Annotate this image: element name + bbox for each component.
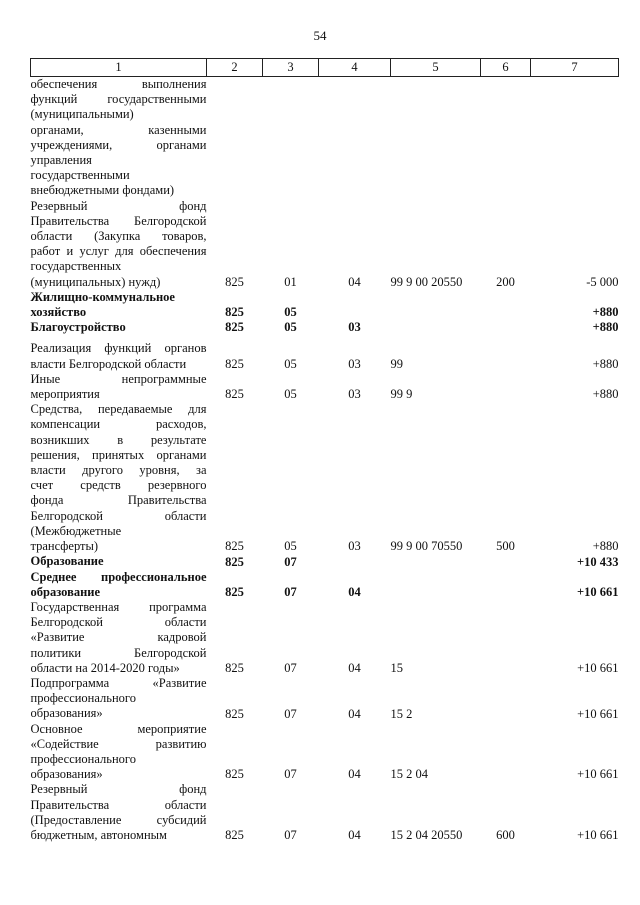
table-row	[31, 372, 619, 402]
row-amount: +10 661	[577, 706, 619, 721]
row-subsection: 04	[348, 828, 361, 843]
row-section: 07	[284, 584, 297, 599]
row-name	[31, 341, 207, 371]
row-expense-type	[481, 600, 531, 676]
row-amount: -5 000	[586, 274, 619, 289]
row-target-article	[391, 320, 481, 335]
row-target-article	[391, 77, 481, 199]
row-code: 825	[225, 274, 244, 289]
header-col-3: 3	[263, 59, 319, 77]
row-name-line: государственными	[30, 168, 130, 183]
row-section: 01	[284, 274, 297, 289]
row-subsection	[319, 290, 391, 320]
row-section: 05	[284, 320, 297, 335]
row-name-line: Правительства Белгородской	[30, 213, 207, 228]
row-name-line: мероприятия	[30, 387, 100, 402]
table-body	[31, 77, 619, 844]
row-name-line: «Содействие развитию	[30, 736, 207, 751]
row-name	[31, 290, 207, 320]
row-name-line: (Предоставление субсидий	[30, 812, 207, 827]
row-name-line: внебюджетными фондами)	[30, 183, 175, 198]
row-section: 05	[284, 356, 297, 371]
row-amount: +880	[592, 320, 619, 335]
row-expense-type	[481, 320, 531, 335]
row-name	[31, 199, 207, 290]
row-subsection: 04	[348, 767, 361, 782]
row-name-line: учреждениями, органами	[30, 137, 207, 152]
row-name-line: государственных	[30, 259, 122, 274]
header-col-4: 4	[319, 59, 391, 77]
row-section	[263, 77, 319, 199]
row-name-line: трансферты)	[30, 539, 99, 554]
row-section: 07	[284, 554, 297, 569]
row-expense-type	[481, 77, 531, 199]
row-target-article: 15	[390, 660, 403, 675]
row-name-line: возникших в результате	[30, 432, 207, 447]
row-name-line: Правительства области	[30, 797, 207, 812]
row-amount: +10 661	[577, 828, 619, 843]
table-row	[31, 554, 619, 569]
row-name-line: Основное мероприятие	[30, 721, 207, 736]
table-row	[31, 782, 619, 843]
row-target-article	[391, 570, 481, 600]
row-name-line: Благоустройство	[30, 320, 126, 335]
row-expense-type	[481, 290, 531, 320]
row-name-line: власти другого уровня, за	[30, 463, 207, 478]
header-col-2: 2	[207, 59, 263, 77]
row-section: 07	[284, 706, 297, 721]
row-expense-type	[481, 554, 531, 569]
row-amount: +10 661	[577, 584, 619, 599]
table-row	[31, 77, 619, 199]
row-code	[207, 77, 263, 199]
row-name-line: профессионального	[30, 751, 136, 766]
row-name-line: (Межбюджетные	[30, 523, 122, 538]
row-name-line: работ и услуг для обеспечения	[30, 244, 207, 259]
header-col-6: 6	[481, 59, 531, 77]
table-row	[31, 570, 619, 600]
row-code: 825	[225, 320, 244, 335]
row-target-article: 99 9 00 70550	[390, 539, 463, 554]
row-code: 825	[225, 554, 244, 569]
row-name-line: бюджетным, автономным	[30, 827, 167, 842]
header-col-7: 7	[531, 59, 619, 77]
row-subsection: 03	[348, 320, 361, 335]
row-amount: +10 661	[577, 660, 619, 675]
row-name-line: власти Белгородской области	[30, 356, 187, 371]
row-target-article	[391, 554, 481, 569]
row-name	[31, 676, 207, 722]
row-target-article: 99 9	[390, 387, 413, 402]
row-amount: +10 433	[577, 554, 619, 569]
table-row	[31, 402, 619, 554]
row-name-line: Жилищно-коммунальное	[30, 289, 175, 304]
page-number: 54	[313, 28, 327, 43]
table-row	[31, 290, 619, 320]
row-expense-type	[481, 570, 531, 600]
row-expense-type: 500	[496, 539, 515, 554]
row-subsection: 04	[348, 660, 361, 675]
row-name-line: Белгородской области	[30, 508, 207, 523]
row-name-line: фонда Правительства	[30, 493, 207, 508]
row-code: 825	[225, 706, 244, 721]
row-subsection	[319, 554, 391, 569]
row-name-line: образования»	[30, 706, 103, 721]
row-name-line: Реализация функций органов	[30, 341, 207, 356]
row-name-line: Государственная программа	[30, 599, 207, 614]
row-target-article: 15 2	[390, 706, 413, 721]
header-col-1: 1	[31, 59, 207, 77]
row-name-line: функций государственными	[30, 92, 207, 107]
row-subsection: 04	[348, 274, 361, 289]
table-row	[31, 676, 619, 722]
row-name-line: Подпрограмма «Развитие	[30, 675, 207, 690]
row-name-line: Резервный фонд	[30, 198, 207, 213]
row-name-line: Среднее профессиональное	[30, 569, 207, 584]
row-amount: +880	[592, 387, 619, 402]
row-name-line: образование	[30, 584, 101, 599]
row-name-line: «Развитие кадровой	[30, 630, 207, 645]
row-name-line: Средства, передаваемые для	[30, 402, 207, 417]
row-expense-type	[481, 722, 531, 783]
row-target-article: 99	[390, 356, 403, 371]
row-target-article: 99 9 00 20550	[390, 274, 463, 289]
row-name	[31, 402, 207, 554]
row-subsection: 04	[348, 584, 361, 599]
row-name-line: хозяйство	[30, 305, 87, 320]
row-subsection: 04	[348, 706, 361, 721]
row-name-line: Резервный фонд	[30, 782, 207, 797]
table-row	[31, 722, 619, 783]
row-name-line: образования»	[30, 767, 103, 782]
row-code: 825	[225, 660, 244, 675]
row-name	[31, 372, 207, 402]
row-section: 05	[284, 387, 297, 402]
row-code: 825	[225, 584, 244, 599]
row-name	[31, 320, 207, 335]
row-expense-type	[481, 372, 531, 402]
row-section: 07	[284, 767, 297, 782]
row-expense-type	[481, 341, 531, 371]
header-row	[31, 59, 619, 77]
row-section: 07	[284, 660, 297, 675]
table-row	[31, 341, 619, 371]
row-section: 07	[284, 828, 297, 843]
row-name-line: органами, казенными	[30, 122, 207, 137]
row-target-article: 15 2 04 20550	[390, 828, 463, 843]
row-name-line: (муниципальными)	[30, 107, 134, 122]
row-name	[31, 570, 207, 600]
row-name-line: (муниципальных) нужд)	[30, 274, 161, 289]
row-expense-type: 200	[496, 274, 515, 289]
row-amount	[531, 77, 619, 199]
row-name-line: компенсации расходов,	[30, 417, 207, 432]
row-target-article: 15 2 04	[390, 767, 428, 782]
row-subsection: 03	[348, 387, 361, 402]
row-amount: +880	[592, 305, 619, 320]
header-col-5: 5	[391, 59, 481, 77]
row-amount: +880	[592, 539, 619, 554]
row-code: 825	[225, 356, 244, 371]
row-name-line: Образование	[30, 554, 104, 569]
row-code: 825	[225, 305, 244, 320]
row-name-line: Белгородской области	[30, 615, 207, 630]
row-name-line: области (Закупка товаров,	[30, 229, 207, 244]
row-expense-type: 600	[496, 828, 515, 843]
row-section: 05	[284, 305, 297, 320]
row-name	[31, 782, 207, 843]
row-section: 05	[284, 539, 297, 554]
row-code: 825	[225, 767, 244, 782]
row-target-article	[391, 290, 481, 320]
row-amount: +10 661	[577, 767, 619, 782]
row-name	[31, 600, 207, 676]
row-code: 825	[225, 387, 244, 402]
row-amount: +880	[592, 356, 619, 371]
row-subsection: 03	[348, 356, 361, 371]
row-expense-type	[481, 676, 531, 722]
row-code: 825	[225, 828, 244, 843]
row-name-line: Иные непрограммные	[30, 371, 207, 386]
row-name-line: управления	[30, 153, 92, 168]
row-name	[31, 722, 207, 783]
row-subsection	[319, 77, 391, 199]
row-name-line: профессионального	[30, 691, 136, 706]
row-name	[31, 554, 207, 569]
row-code: 825	[225, 539, 244, 554]
table-row	[31, 320, 619, 335]
table-row	[31, 199, 619, 290]
row-name-line: области на 2014-2020 годы»	[30, 660, 180, 675]
budget-table	[30, 58, 619, 843]
row-name-line: решения, принятых органами	[30, 447, 207, 462]
table-row	[31, 600, 619, 676]
row-name	[31, 77, 207, 199]
row-subsection: 03	[348, 539, 361, 554]
row-name-line: счет средств резервного	[30, 478, 207, 493]
row-name-line: политики Белгородской	[30, 645, 207, 660]
row-name-line: обеспечения выполнения	[30, 77, 207, 91]
